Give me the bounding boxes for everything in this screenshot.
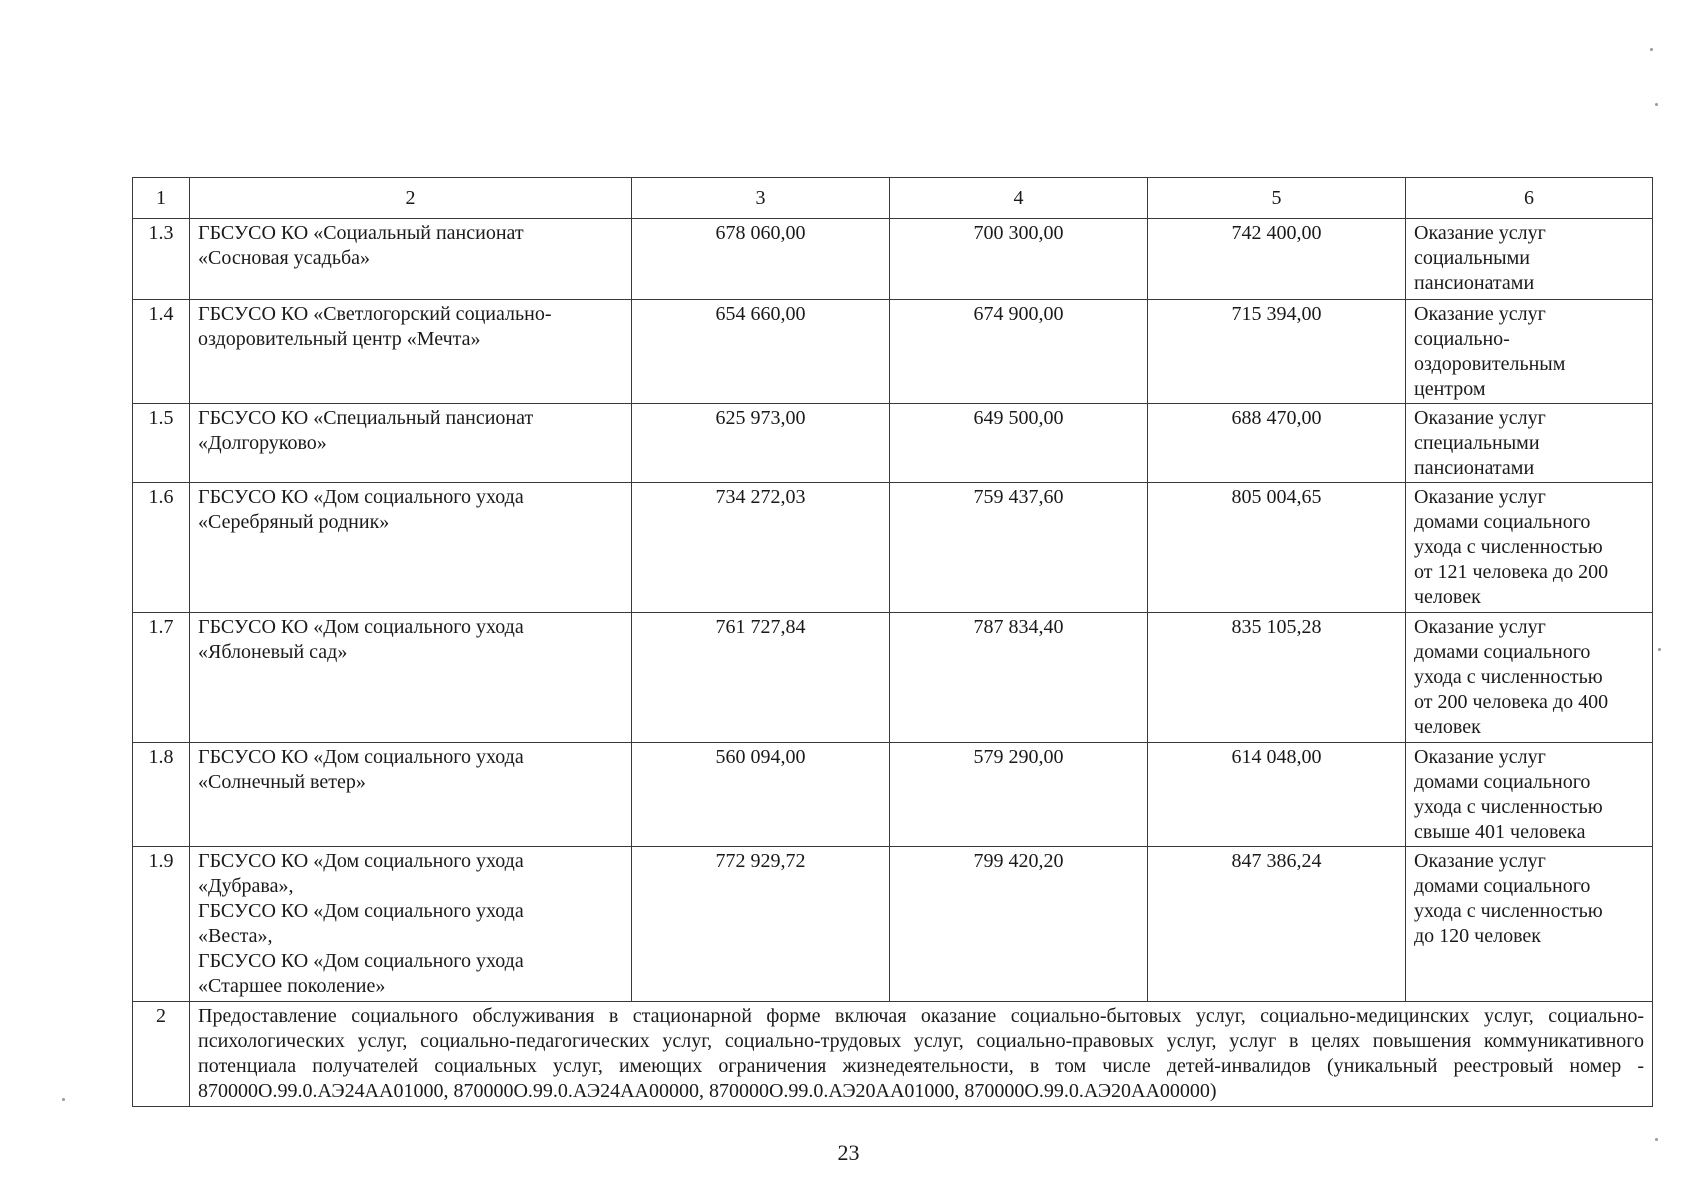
- value-col3: 625 973,00: [632, 404, 890, 483]
- column-number-row: [133, 178, 1653, 219]
- name-line: ГБСУСО КО «Социальный пансионат: [198, 222, 524, 244]
- scan-speck: [1655, 103, 1658, 106]
- value-col4: 649 500,00: [890, 404, 1148, 483]
- column-header: 5: [1148, 178, 1406, 219]
- service-description: [1406, 404, 1653, 483]
- desc-line: домами социального: [1414, 641, 1591, 663]
- value-col3: 678 060,00: [632, 219, 890, 300]
- name-line: оздоровительный центр «Мечта»: [198, 328, 481, 350]
- column-header: 1: [133, 178, 190, 219]
- desc-line: от 121 человека до 200: [1414, 561, 1609, 583]
- institution-name: [190, 613, 632, 743]
- service-description: [1406, 300, 1653, 404]
- scan-speck: [1650, 48, 1653, 51]
- row-number: 1.6: [133, 483, 190, 613]
- value-col4: 759 437,60: [890, 483, 1148, 613]
- name-line: ГБСУСО КО «Дом социального ухода: [198, 900, 524, 922]
- section-description: Предоставление социального обслуживания в стационарной форме включая оказание социально-бытовых услуг, социально-медицинских услуг, социально-психологических услуг, социально-педагогических услуг, социально-трудовых услуг, социально-правовых услуг, услуг в целях повышения коммуникативного потенциала получателей социальных услуг, имеющих ограничения жизнедеятельности, в том числе детей-инвалидов (уникальный реестровый номер - 870000О.99.0.АЭ24АА01000, 870000О.99.0.АЭ24АА00000, 870000О.99.0.АЭ20АА01000, 870000О.99.0.АЭ20АА00000): [190, 1002, 1653, 1107]
- table-row: [133, 743, 1653, 847]
- desc-line: Оказание услуг: [1414, 407, 1546, 429]
- service-description: [1406, 483, 1653, 613]
- value-col5: 715 394,00: [1148, 300, 1406, 404]
- desc-line: до 120 человек: [1414, 925, 1542, 947]
- name-line: ГБСУСО КО «Дом социального ухода: [198, 850, 524, 872]
- table-row: [133, 300, 1653, 404]
- column-header: 6: [1406, 178, 1653, 219]
- desc-line: домами социального: [1414, 875, 1591, 897]
- value-col5: 835 105,28: [1148, 613, 1406, 743]
- desc-line: свыше 401 человека: [1414, 821, 1586, 843]
- desc-line: от 200 человека до 400: [1414, 691, 1609, 713]
- row-number: 1.8: [133, 743, 190, 847]
- institution-name: [190, 847, 632, 1002]
- name-line: «Сосновая усадьба»: [198, 247, 371, 269]
- value-col4: 579 290,00: [890, 743, 1148, 847]
- desc-line: ухода с численностью: [1414, 536, 1603, 558]
- value-col5: 847 386,24: [1148, 847, 1406, 1002]
- name-line: «Яблоневый сад»: [198, 641, 348, 663]
- desc-line: Оказание услуг: [1414, 616, 1546, 638]
- name-line: «Старшее поколение»: [198, 975, 386, 997]
- table-row: [133, 847, 1653, 1002]
- name-line: ГБСУСО КО «Дом социального ухода: [198, 746, 524, 768]
- institution-name: [190, 483, 632, 613]
- name-line: ГБСУСО КО «Дом социального ухода: [198, 616, 524, 638]
- desc-line: Оказание услуг: [1414, 850, 1546, 872]
- name-line: ГБСУСО КО «Специальный пансионат: [198, 407, 534, 429]
- value-col3: 761 727,84: [632, 613, 890, 743]
- table-row: [133, 483, 1653, 613]
- desc-line: Оказание услуг: [1414, 746, 1546, 768]
- desc-line: Оказание услуг: [1414, 303, 1546, 325]
- value-col4: 674 900,00: [890, 300, 1148, 404]
- value-col3: 560 094,00: [632, 743, 890, 847]
- name-line: ГБСУСО КО «Дом социального ухода: [198, 950, 524, 972]
- scan-speck: [1658, 648, 1661, 651]
- name-line: «Серебряный родник»: [198, 511, 390, 533]
- service-description: [1406, 219, 1653, 300]
- desc-line: социальными: [1414, 247, 1530, 269]
- service-description: [1406, 847, 1653, 1002]
- service-description: [1406, 743, 1653, 847]
- scan-speck: [62, 1098, 65, 1101]
- desc-line: домами социального: [1414, 511, 1591, 533]
- name-line: «Солнечный ветер»: [198, 771, 366, 793]
- value-col4: 700 300,00: [890, 219, 1148, 300]
- value-col3: 654 660,00: [632, 300, 890, 404]
- page-number: 23: [837, 1140, 860, 1165]
- institution-name: [190, 404, 632, 483]
- desc-line: человек: [1414, 716, 1481, 738]
- row-number: 1.9: [133, 847, 190, 1002]
- value-col5: 614 048,00: [1148, 743, 1406, 847]
- name-line: «Долгоруково»: [198, 432, 327, 454]
- tariff-table: [132, 177, 1653, 1107]
- table-row: [133, 404, 1653, 483]
- table-row: [133, 219, 1653, 300]
- service-description: [1406, 613, 1653, 743]
- name-line: ГБСУСО КО «Дом социального ухода: [198, 486, 524, 508]
- value-col4: 799 420,20: [890, 847, 1148, 1002]
- institution-name: [190, 219, 632, 300]
- value-col5: 742 400,00: [1148, 219, 1406, 300]
- name-line: ГБСУСО КО «Светлогорский социально-: [198, 303, 552, 325]
- desc-line: человек: [1414, 586, 1481, 608]
- column-header: 4: [890, 178, 1148, 219]
- scan-speck: [1655, 1138, 1658, 1141]
- desc-line: Оказание услуг: [1414, 222, 1546, 244]
- section-number: 2: [133, 1002, 190, 1107]
- desc-line: домами социального: [1414, 771, 1591, 793]
- section-row: [133, 1002, 1653, 1107]
- row-number: 1.4: [133, 300, 190, 404]
- row-number: 1.7: [133, 613, 190, 743]
- column-header: 3: [632, 178, 890, 219]
- desc-line: ухода с численностью: [1414, 796, 1603, 818]
- value-col5: 805 004,65: [1148, 483, 1406, 613]
- value-col3: 772 929,72: [632, 847, 890, 1002]
- value-col3: 734 272,03: [632, 483, 890, 613]
- name-line: «Дубрава»,: [198, 875, 294, 897]
- desc-line: центром: [1414, 378, 1486, 400]
- table-row: [133, 613, 1653, 743]
- column-header: 2: [190, 178, 632, 219]
- value-col5: 688 470,00: [1148, 404, 1406, 483]
- institution-name: [190, 743, 632, 847]
- value-col4: 787 834,40: [890, 613, 1148, 743]
- row-number: 1.5: [133, 404, 190, 483]
- row-number: 1.3: [133, 219, 190, 300]
- desc-line: пансионатами: [1414, 457, 1535, 479]
- desc-line: ухода с численностью: [1414, 666, 1603, 688]
- institution-name: [190, 300, 632, 404]
- desc-line: оздоровительным: [1414, 353, 1566, 375]
- name-line: «Веста»,: [198, 925, 273, 947]
- desc-line: социально-: [1414, 328, 1510, 350]
- desc-line: Оказание услуг: [1414, 486, 1546, 508]
- desc-line: ухода с численностью: [1414, 900, 1603, 922]
- desc-line: специальными: [1414, 432, 1540, 454]
- desc-line: пансионатами: [1414, 272, 1535, 294]
